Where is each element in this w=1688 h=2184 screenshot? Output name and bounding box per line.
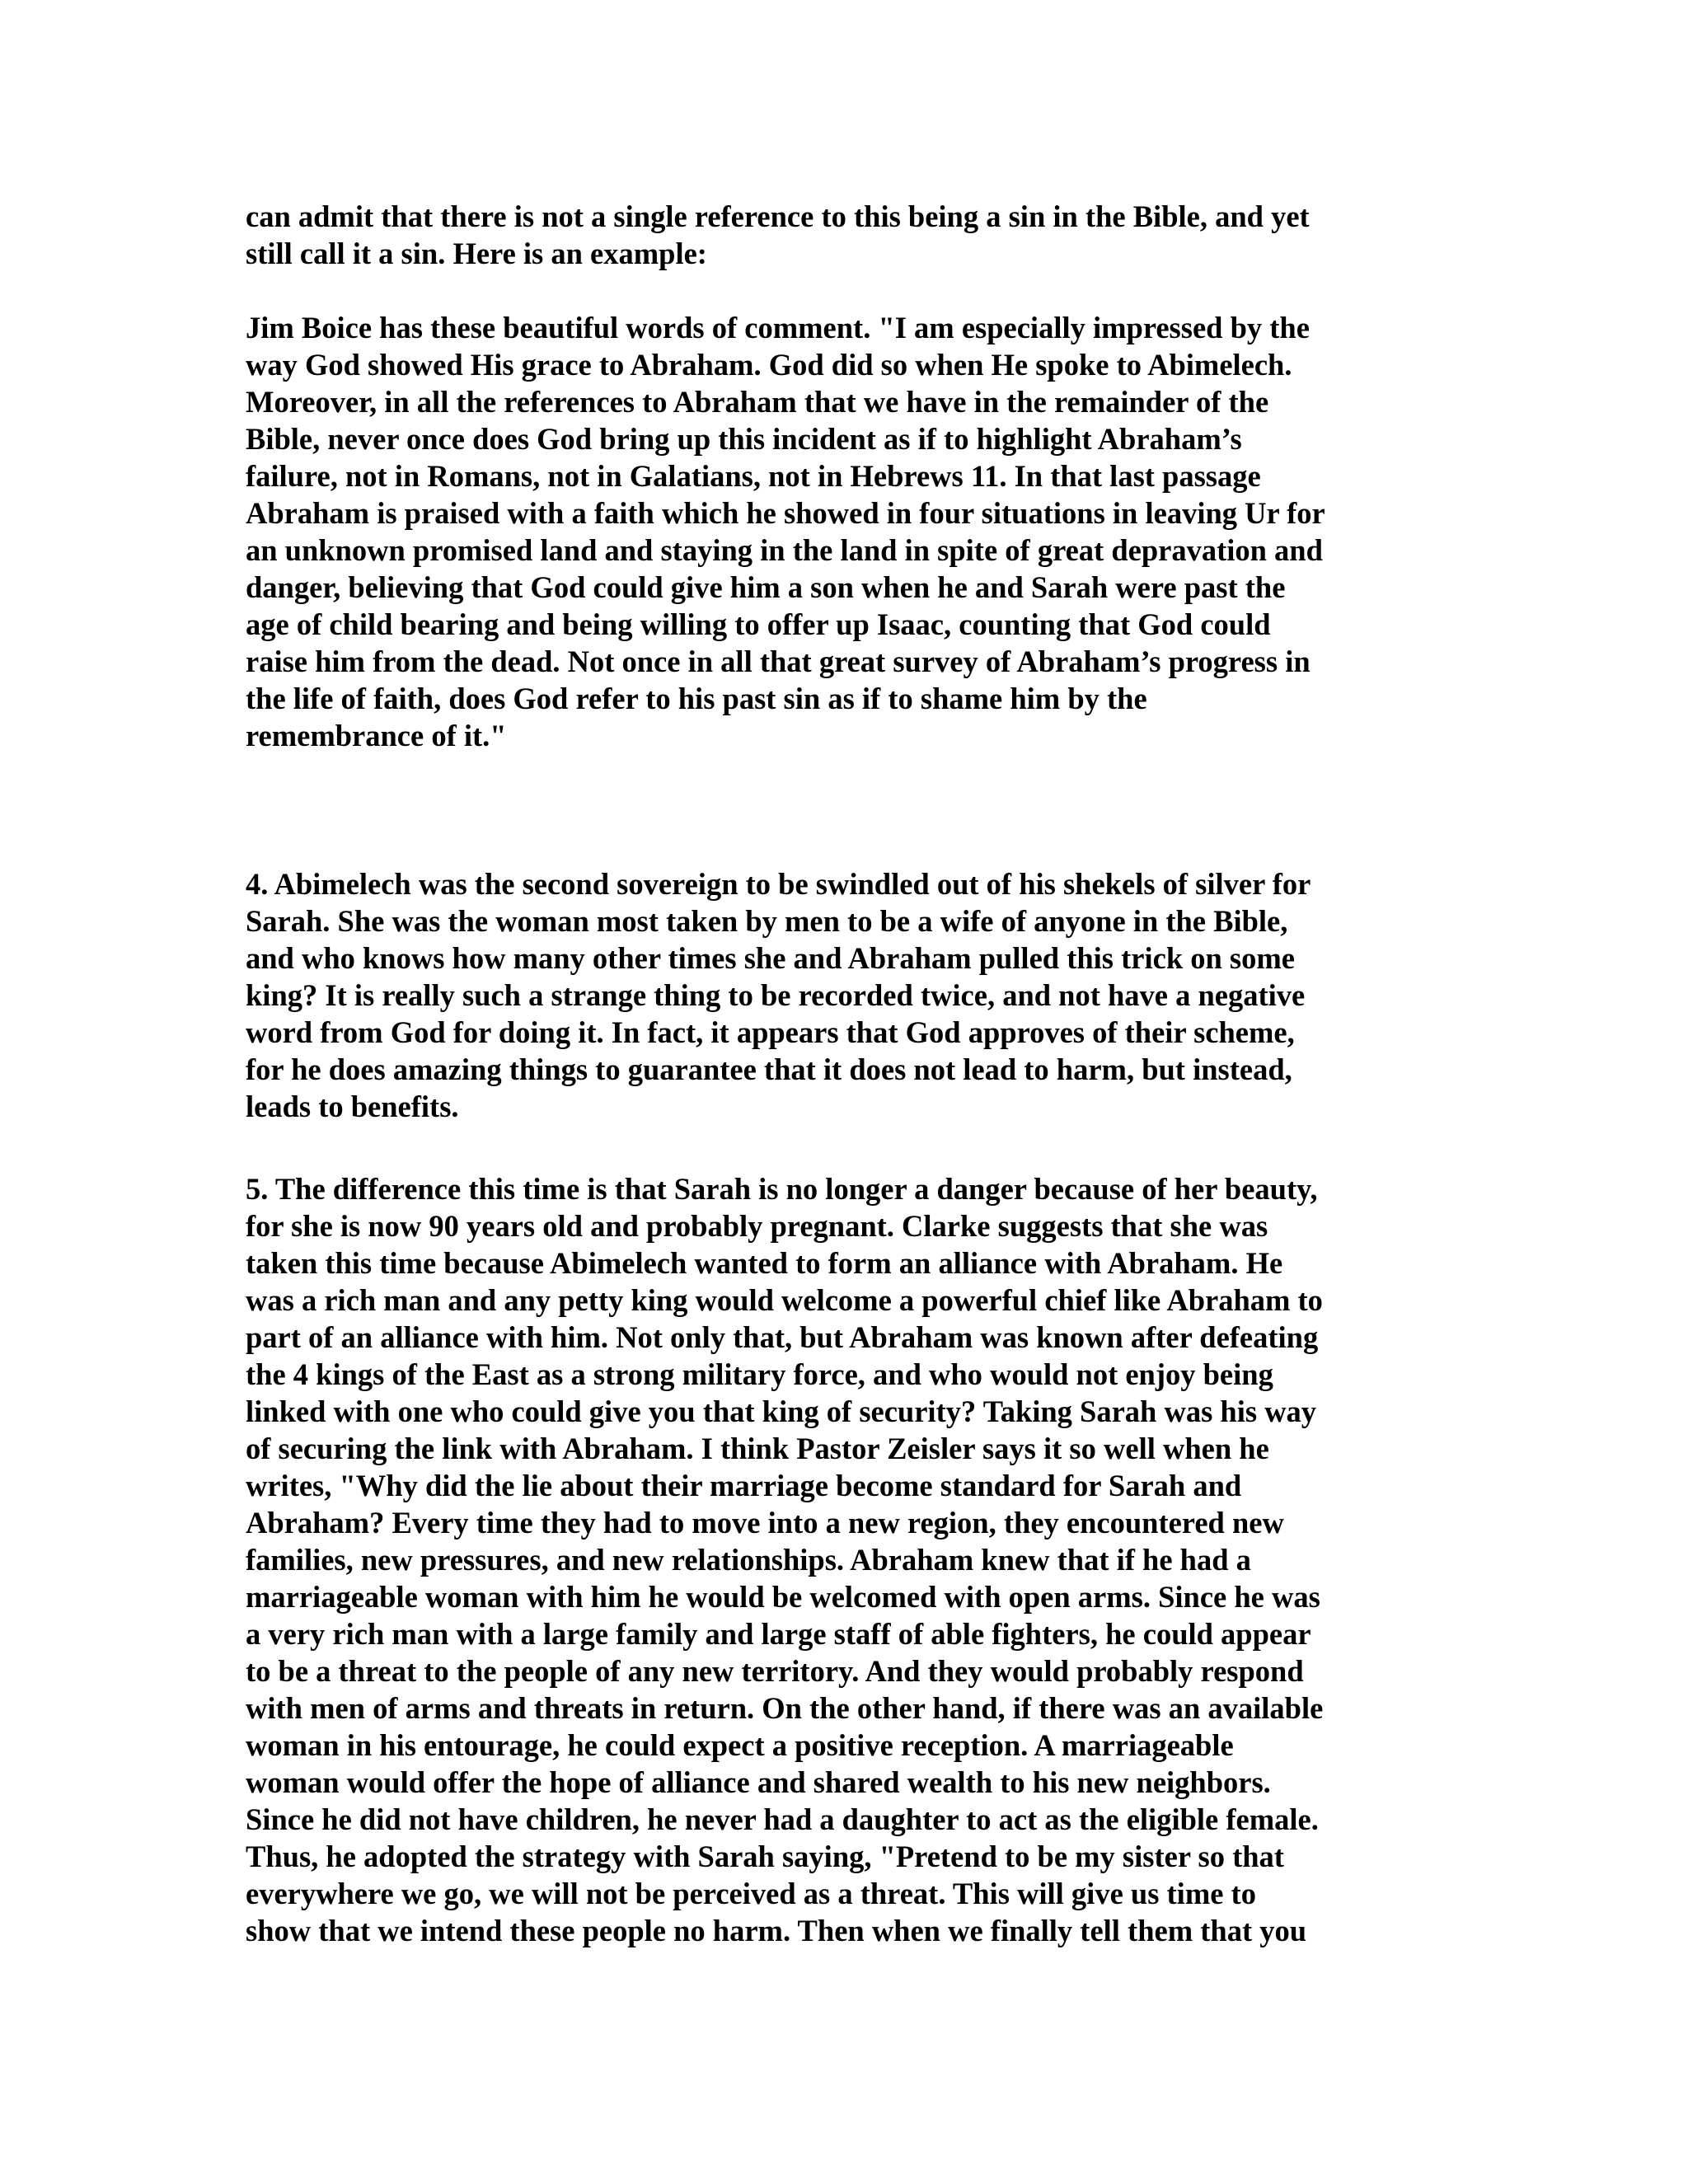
text-line: an unknown promised land and staying in the land in spite of great depravation and (246, 533, 1323, 567)
text-line: families, new pressures, and new relationships. Abraham knew that if he had a (246, 1543, 1251, 1577)
text-line: woman in his entourage, he could expect a positive reception. A marriageable (246, 1728, 1234, 1762)
text-line: Jim Boice has these beautiful words of comment. "I am especially impressed by the (246, 311, 1310, 344)
text-line: taken this time because Abimelech wanted to form an alliance with Abraham. He (246, 1246, 1283, 1280)
text-line: and who knows how many other times she and Abraham pulled this trick on some (246, 941, 1295, 975)
text-line: raise him from the dead. Not once in all that great survey of Abraham’s progress in (246, 644, 1311, 678)
text-line: for she is now 90 years old and probably pregnant. Clarke suggests that she was (246, 1209, 1268, 1243)
paragraph-point-4 (246, 865, 1449, 1125)
text-line: Thus, he adopted the strategy with Sarah saying, "Pretend to be my sister so that (246, 1840, 1284, 1873)
text-line: failure, not in Romans, not in Galatians, not in Hebrews 11. In that last passage (246, 459, 1261, 493)
text-line: danger, believing that God could give him a son when he and Sarah were past the (246, 570, 1286, 604)
text-line: Since he did not have children, he never had a daughter to act as the eligible female. (246, 1802, 1319, 1836)
text-line: writes, "Why did the lie about their marriage become standard for Sarah and (246, 1469, 1242, 1502)
text-line: marriageable woman with him he would be welcomed with open arms. Since he was (246, 1580, 1320, 1614)
text-line: everywhere we go, we will not be perceived as a threat. This will give us time to (246, 1877, 1256, 1910)
paragraph-intro (246, 198, 1449, 272)
text-line: leads to benefits. (246, 1090, 459, 1123)
text-line: of securing the link with Abraham. I think Pastor Zeisler says it so well when he (246, 1432, 1269, 1465)
text-line: still call it a sin. Here is an example: (246, 237, 707, 270)
text-line: way God showed His grace to Abraham. God did so when He spoke to Abimelech. (246, 348, 1292, 382)
text-line: the life of faith, does God refer to his past sin as if to shame him by the (246, 682, 1147, 715)
text-line: Abraham? Every time they had to move into a new region, they encountered new (246, 1506, 1284, 1540)
text-line: linked with one who could give you that king of security? Taking Sarah was his way (246, 1394, 1317, 1428)
text-line: was a rich man and any petty king would welcome a powerful chief like Abraham to (246, 1283, 1323, 1317)
text-line: Bible, never once does God bring up this incident as if to highlight Abraham’s (246, 422, 1242, 456)
text-line: 4. Abimelech was the second sovereign to be swindled out of his shekels of silver for (246, 867, 1311, 901)
text-line: a very rich man with a large family and large staff of able fighters, he could appear (246, 1617, 1311, 1651)
paragraph-point-5 (246, 1170, 1449, 1949)
text-line: to be a threat to the people of any new territory. And they would probably respond (246, 1654, 1304, 1688)
text-line: can admit that there is not a single reference to this being a sin in the Bible, and yet (246, 199, 1310, 233)
text-line: the 4 kings of the East as a strong military force, and who would not enjoy being (246, 1357, 1273, 1391)
text-line: age of child bearing and being willing to offer up Isaac, counting that God could (246, 607, 1271, 641)
text-line: Sarah. She was the woman most taken by men to be a wife of anyone in the Bible, (246, 904, 1288, 938)
text-line: for he does amazing things to guarantee that it does not lead to harm, but instead, (246, 1052, 1292, 1086)
text-line: king? It is really such a strange thing to be recorded twice, and not have a negative (246, 978, 1306, 1012)
text-line: Abraham is praised with a faith which he showed in four situations in leaving Ur for (246, 496, 1325, 530)
paragraph-boice-quote (246, 309, 1449, 754)
text-line: woman would offer the hope of alliance and shared wealth to his new neighbors. (246, 1765, 1271, 1799)
text-line: part of an alliance with him. Not only that, but Abraham was known after defeating (246, 1320, 1319, 1354)
text-line: remembrance of it." (246, 719, 507, 752)
text-line: 5. The difference this time is that Sarah is no longer a danger because of her beauty, (246, 1172, 1318, 1206)
text-line: Moreover, in all the references to Abraham that we have in the remainder of the (246, 385, 1269, 419)
text-line: show that we intend these people no harm. Then when we finally tell them that you (246, 1914, 1307, 1947)
text-line: with men of arms and threats in return. On the other hand, if there was an available (246, 1691, 1324, 1725)
text-line: word from God for doing it. In fact, it appears that God approves of their scheme, (246, 1015, 1295, 1049)
